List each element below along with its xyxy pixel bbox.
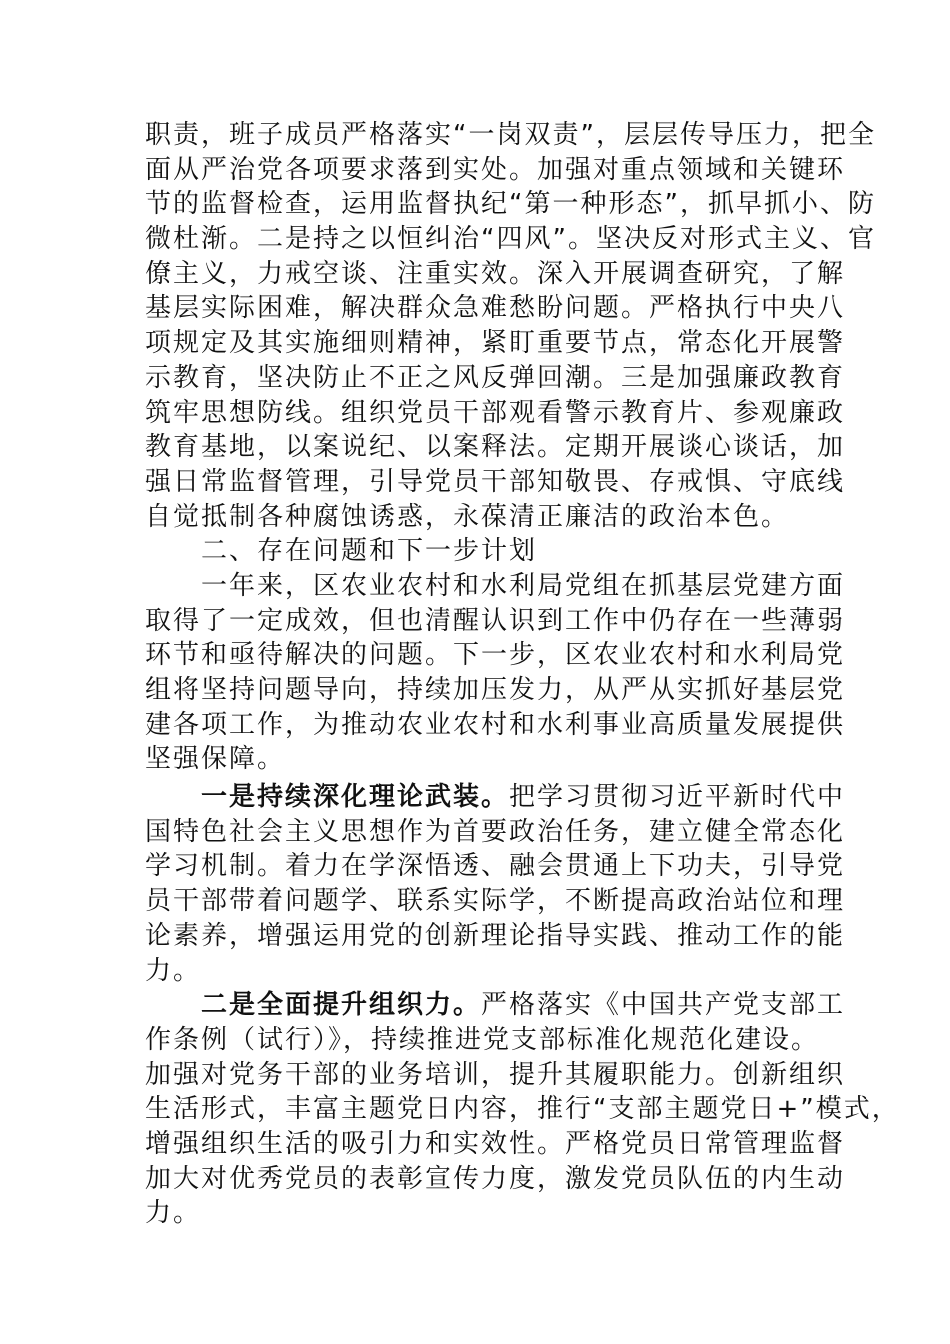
text-line: 取得了一定成效，但也清醒认识到工作中仍存在一些薄弱 <box>145 605 846 636</box>
text-line: 坚强保障。 <box>145 744 286 775</box>
text-line: 论素养，增强运用党的创新理论指导实践、推动工作的能 <box>145 920 846 951</box>
text-line: 一年来，区农业农村和水利局党组在抓基层党建方面 <box>201 570 846 601</box>
document-page <box>145 118 900 1231</box>
text-line: 增强组织生活的吸引力和实效性。严格党员日常管理监督 <box>145 1128 846 1159</box>
text-line: 职责，班子成员严格落实“一岗双责”，层层传导压力，把全 <box>145 120 876 150</box>
text-line: 僚主义，力戒空谈、注重实效。深入开展调查研究，了解 <box>145 258 846 289</box>
text-line: 生活形式，丰富主题党日内容，推行“支部主题党日+”模式， <box>145 1094 900 1125</box>
text-line: 学习机制。着力在学深悟透、融会贯通上下功夫，引导党 <box>145 851 846 882</box>
text-line: 力。 <box>145 1198 202 1229</box>
text-line: 组将坚持问题导向，持续加压发力，从严从实抓好基层党 <box>145 675 846 705</box>
paragraph-summary <box>145 569 846 777</box>
text-line: 微杜渐。二是持之以恒纠治“四风”。坚决反对形式主义、官 <box>145 224 876 255</box>
text-line: 节的监督检查，运用监督执纪“第一种形态”，抓早抓小、防 <box>145 189 876 220</box>
bold-lead: 一是持续深化理论武装。 <box>201 782 510 813</box>
text-span: 严格落实《中国共产党支部工 <box>481 990 846 1021</box>
text-line: 项规定及其实施细则精神，紧盯重要节点，常态化开展警 <box>145 328 846 359</box>
text-line: 环节和亟待解决的问题。下一步，区农业农村和水利局党 <box>145 640 846 671</box>
text-line: 筑牢思想防线。组织党员干部观看警示教育片、参观廉政 <box>145 397 846 428</box>
text-line <box>145 780 846 815</box>
section-heading: 二、存在问题和下一步计划 <box>201 536 538 567</box>
text-line: 加强对党务干部的业务培训，提升其履职能力。创新组织 <box>145 1059 846 1090</box>
text-line: 强日常监督管理，引导党员干部知敬畏、存戒惧、守底线 <box>145 466 846 497</box>
bold-lead: 二是全面提升组织力。 <box>201 990 482 1021</box>
paragraph-organization <box>145 988 900 1231</box>
text-line: 自觉抵制各种腐蚀诱惑，永葆清正廉洁的政治本色。 <box>145 501 790 532</box>
text-line: 国特色社会主义思想作为首要政治任务，建立健全常态化 <box>145 816 846 847</box>
text-line: 建各项工作，为推动农业农村和水利事业高质量发展提供 <box>145 709 846 740</box>
text-line: 示教育，坚决防止不正之风反弹回潮。三是加强廉政教育 <box>145 362 846 393</box>
text-line: 力。 <box>145 955 202 986</box>
text-line: 员干部带着问题学、联系实际学，不断提高政治站位和理 <box>145 886 846 917</box>
text-line: 作条例（试行）》，持续推进党支部标准化规范化建设。 <box>145 1024 820 1055</box>
text-line: 面从严治党各项要求落到实处。加强对重点领域和关键环 <box>145 154 846 185</box>
text-span: 把学习贯彻习近平新时代中 <box>509 782 846 813</box>
text-line: 教育基地，以案说纪、以案释法。定期开展谈心谈话，加 <box>145 432 846 463</box>
paragraph-discipline <box>145 118 876 534</box>
text-line: 基层实际困难，解决群众急难愁盼问题。严格执行中央八 <box>145 293 846 324</box>
text-line <box>145 988 846 1023</box>
text-line: 加大对优秀党员的表彰宣传力度，激发党员队伍的内生动 <box>145 1163 846 1194</box>
paragraph-theory <box>145 780 846 988</box>
